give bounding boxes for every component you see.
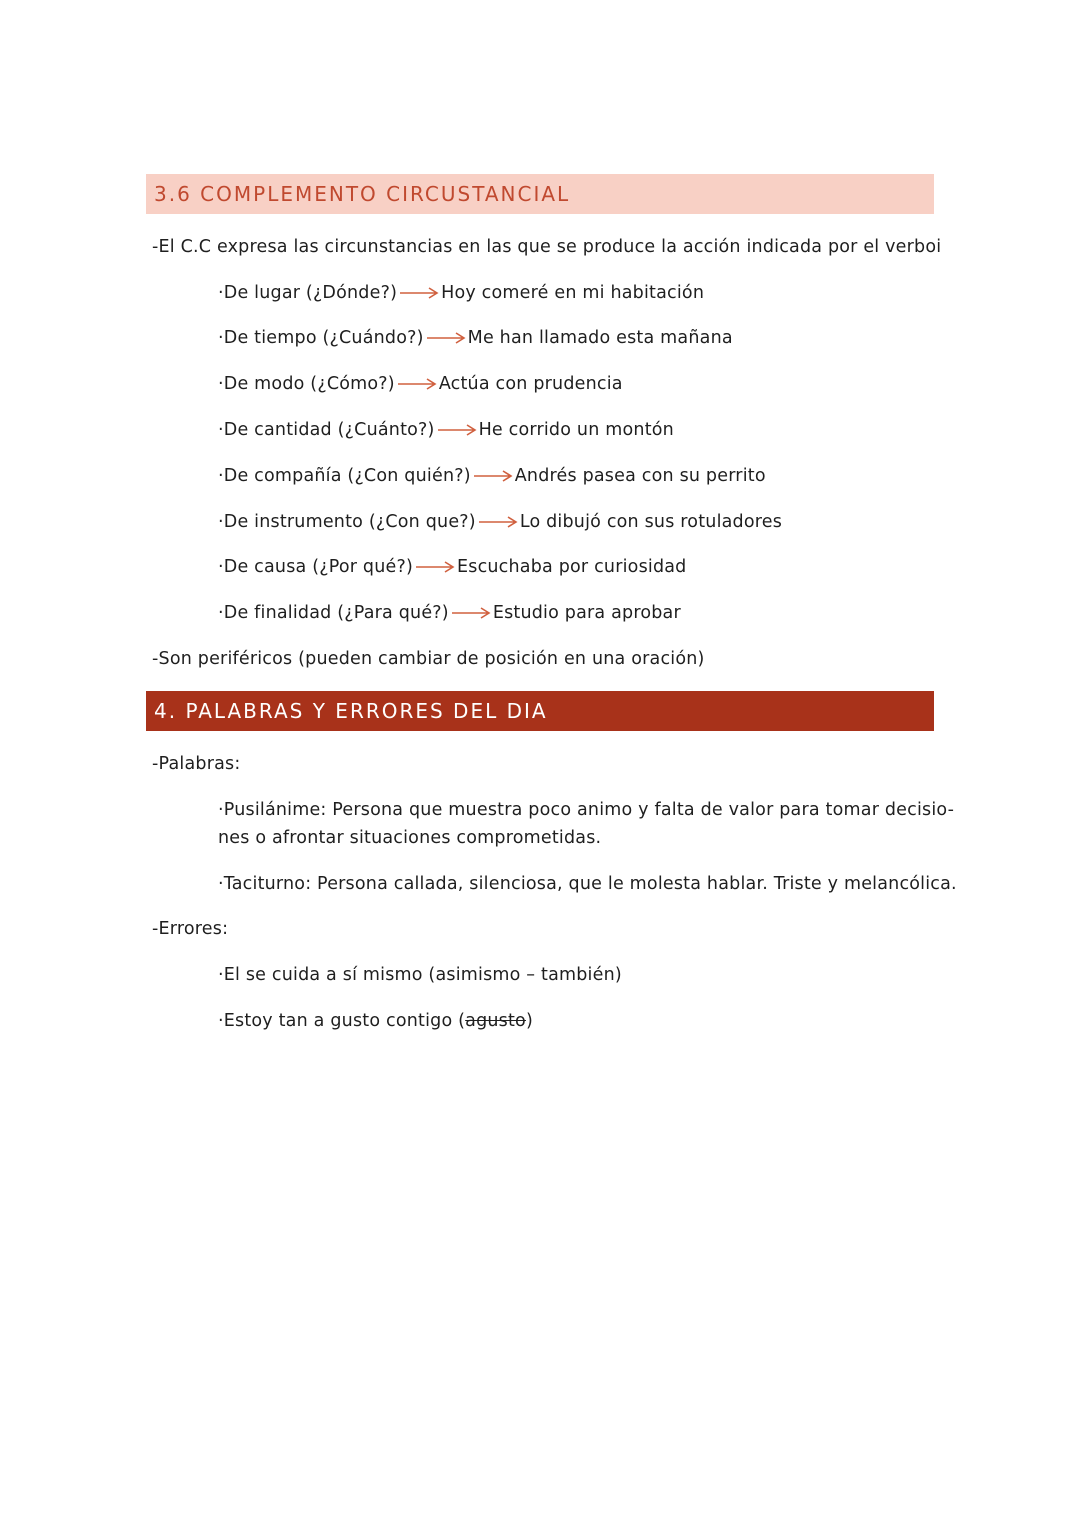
type-example: Andrés pasea con su perrito	[514, 466, 766, 486]
errores-heading: -Errores:	[152, 919, 229, 939]
type-label: ·De modo (¿Cómo?)	[218, 374, 395, 394]
list-item	[218, 281, 704, 305]
struck-word: agusto	[465, 1011, 526, 1031]
definition-line: ·Pusilánime: Persona que muestra poco animo y falta de valor para tomar decisio-	[218, 800, 955, 820]
list-item	[218, 601, 681, 625]
arrow-right-icon	[451, 606, 491, 620]
arrow-right-icon	[437, 423, 477, 437]
list-item	[218, 464, 766, 488]
error-close: )	[525, 1011, 533, 1031]
type-label: ·De cantidad (¿Cuánto?)	[218, 420, 435, 440]
type-example: Lo dibujó con sus rotuladores	[519, 512, 783, 532]
list-item	[218, 555, 687, 579]
error-text: ·Estoy tan a gusto contigo (	[218, 1011, 466, 1031]
type-label: ·De causa (¿Por qué?)	[218, 557, 413, 577]
type-example: Me han llamado esta mañana	[467, 328, 733, 348]
type-label: ·De finalidad (¿Para qué?)	[218, 603, 449, 623]
type-label: ·De compañía (¿Con quién?)	[218, 466, 471, 486]
intro-paragraph: -El C.C expresa las circunstancias en las que se produce la acción indicada por el verboi	[152, 237, 942, 257]
definition-item: ·Taciturno: Persona callada, silenciosa, que le molesta hablar. Triste y melancólica.	[218, 874, 957, 894]
arrow-right-icon	[478, 515, 518, 529]
type-example: He corrido un montón	[478, 420, 674, 440]
arrow-right-icon	[397, 377, 437, 391]
arrow-right-icon	[473, 469, 513, 483]
definition-line: nes o afrontar situaciones comprometidas.	[218, 828, 602, 848]
definition-item	[218, 798, 954, 850]
type-example: Actúa con prudencia	[438, 374, 623, 394]
outro-paragraph: -Son periféricos (pueden cambiar de posición en una oración)	[152, 649, 705, 669]
type-label: ·De tiempo (¿Cuándo?)	[218, 328, 424, 348]
arrow-right-icon	[399, 286, 439, 300]
list-item	[218, 510, 782, 534]
type-example: Estudio para aprobar	[492, 603, 681, 623]
error-item: ·El se cuida a sí mismo (asimismo – también)	[218, 965, 622, 985]
arrow-right-icon	[415, 560, 455, 574]
list-item	[218, 418, 674, 442]
section-title: 3.6 COMPLEMENTO CIRCUSTANCIAL	[154, 182, 571, 206]
section-header-complemento	[146, 174, 934, 214]
list-item	[218, 326, 733, 350]
error-item	[218, 1009, 533, 1033]
type-label: ·De lugar (¿Dónde?)	[218, 283, 398, 303]
arrow-right-icon	[426, 331, 466, 345]
palabras-heading: -Palabras:	[152, 754, 241, 774]
type-label: ·De instrumento (¿Con que?)	[218, 512, 476, 532]
section-header-palabras	[146, 691, 934, 731]
type-example: Hoy comeré en mi habitación	[441, 283, 705, 303]
section-title: 4. PALABRAS Y ERRORES DEL DIA	[154, 699, 548, 723]
type-example: Escuchaba por curiosidad	[457, 557, 687, 577]
list-item	[218, 372, 623, 396]
